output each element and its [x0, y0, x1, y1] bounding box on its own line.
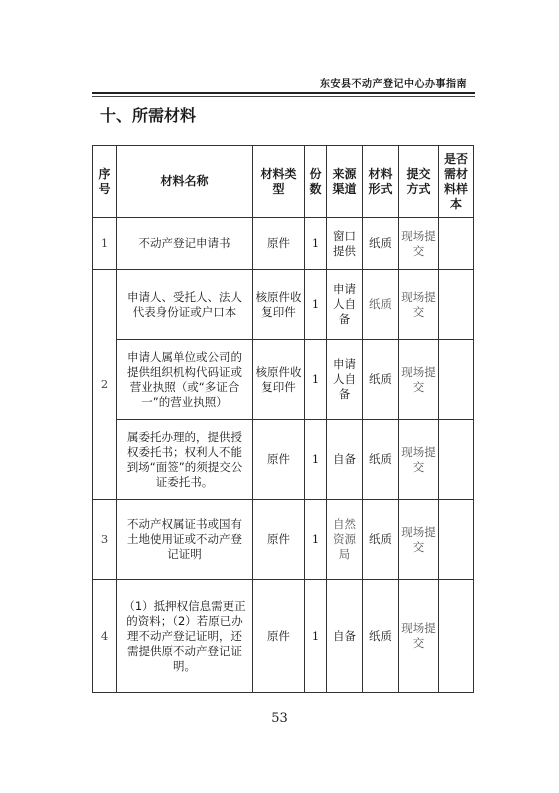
table-row: [93, 500, 474, 580]
material-source: 自然资源局: [327, 500, 363, 580]
material-submit: 现场提交: [399, 500, 439, 580]
material-name: 申请人属单位或公司的提供组织机构代码证或营业执照（或“多证合一”的营业执照）: [117, 340, 253, 420]
column-header-form: 材料形式: [363, 146, 399, 218]
material-name: 属委托办理的，提供授权委托书；权利人不能到场“面签”的须提交公证委托书。: [117, 420, 253, 500]
material-sample: [439, 420, 474, 500]
material-type: 原件: [253, 580, 305, 693]
table-row: [93, 420, 474, 500]
column-header-sample: 是否需材料样本: [439, 146, 474, 218]
material-submit: 现场提交: [399, 340, 439, 420]
material-sample: [439, 218, 474, 270]
material-count: 1: [305, 420, 327, 500]
material-count: 1: [305, 218, 327, 270]
row-seq: 1: [93, 218, 117, 270]
material-count: 1: [305, 270, 327, 340]
material-type: 原件: [253, 218, 305, 270]
table-row: [93, 218, 474, 270]
material-form: 纸质: [363, 270, 399, 340]
material-count: 1: [305, 580, 327, 693]
column-header-count: 份数: [305, 146, 327, 218]
column-header-source: 来源渠道: [327, 146, 363, 218]
material-count: 1: [305, 500, 327, 580]
table-row: [93, 270, 474, 340]
table-header-row: [93, 146, 474, 218]
material-sample: [439, 340, 474, 420]
table-row: [93, 340, 474, 420]
material-source: 窗口提供: [327, 218, 363, 270]
table-row: [93, 580, 474, 693]
material-form: 纸质: [363, 218, 399, 270]
page-number: 53: [271, 711, 288, 726]
material-submit: 现场提交: [399, 270, 439, 340]
material-type: 原件: [253, 420, 305, 500]
material-count: 1: [305, 340, 327, 420]
column-header-seq: 序号: [93, 146, 117, 218]
material-form: 纸质: [363, 500, 399, 580]
material-form: 纸质: [363, 420, 399, 500]
material-source: 自备: [327, 580, 363, 693]
material-form: 纸质: [363, 580, 399, 693]
material-sample: [439, 580, 474, 693]
material-name: 不动产登记申请书: [117, 218, 253, 270]
section-title: 十、所需材料: [100, 106, 197, 125]
material-type: 原件: [253, 500, 305, 580]
row-seq: 3: [93, 500, 117, 580]
material-type: 核原件收复印件: [253, 270, 305, 340]
header-rule-thick: [92, 92, 475, 94]
material-source: 申请人自备: [327, 340, 363, 420]
material-submit: 现场提交: [399, 420, 439, 500]
material-source: 自备: [327, 420, 363, 500]
header-rule-thin: [92, 96, 475, 97]
material-type: 核原件收复印件: [253, 340, 305, 420]
material-source: 申请人自备: [327, 270, 363, 340]
column-header-name: 材料名称: [117, 146, 253, 218]
material-name: 不动产权属证书或国有土地使用证或不动产登记证明: [117, 500, 253, 580]
material-submit: 现场提交: [399, 580, 439, 693]
row-seq: 2: [93, 270, 117, 500]
material-name: 申请人、受托人、法人代表身份证或户口本: [117, 270, 253, 340]
document-header-title: 东安县不动产登记中心办事指南: [320, 79, 467, 90]
column-header-submit: 提交方式: [399, 146, 439, 218]
materials-table: [92, 145, 474, 693]
material-form: 纸质: [363, 340, 399, 420]
material-sample: [439, 500, 474, 580]
material-sample: [439, 270, 474, 340]
column-header-type: 材料类型: [253, 146, 305, 218]
material-name: （1）抵押权信息需更正的资料；（2）若原已办理不动产登记证明，还需提供原不动产登记证明。: [117, 580, 253, 693]
row-seq: 4: [93, 580, 117, 693]
material-submit: 现场提交: [399, 218, 439, 270]
